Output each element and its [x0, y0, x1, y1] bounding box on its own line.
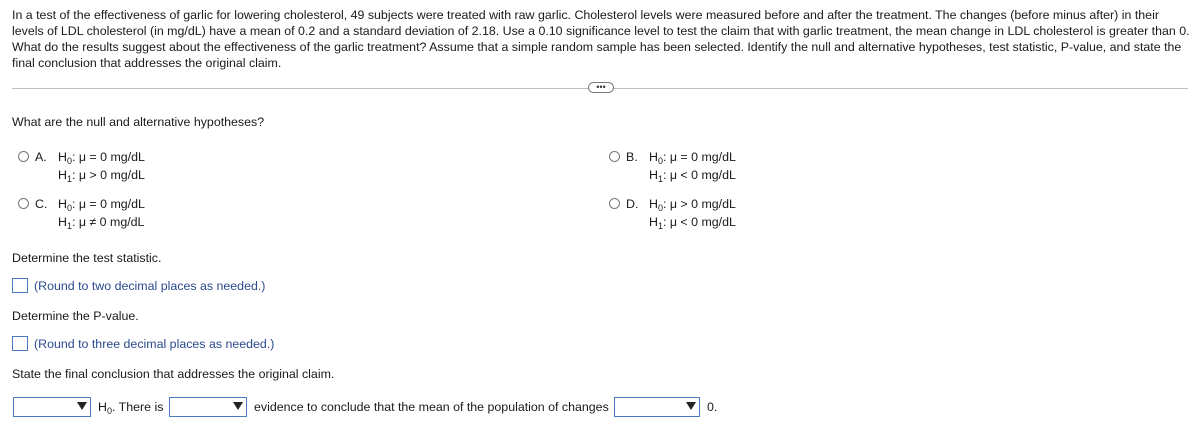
option-c-radio[interactable]: [18, 198, 29, 209]
conclusion-text-2: evidence to conclude that the mean of the population of changes: [254, 400, 609, 414]
test-statistic-question: Determine the test statistic.: [12, 251, 162, 265]
problem-statement: In a test of the effectiveness of garlic for lowering cholesterol, 49 subjects were treated with raw garlic. Cholesterol levels were measured before and after the treatment. The changes (before minus after) in their levels of LDL cholesterol (in mg/dL) have a mean of 0.2 and a standard deviation of 2.18. Use a 0.10 significance level to test the claim that with garlic treatment, the mean change in LDL cholesterol is greater than 0. What do the results suggest about the effectiveness of the garlic treatment? Assume that a simple random sample has been selected. Identify the null and alternative hypotheses, test statistic, P-value, and state the final conclusion that addresses the original claim.: [12, 8, 1190, 70]
option-c-letter: C.: [35, 197, 48, 211]
option-a-hypotheses: $H_0$: μ = 0 mg/dL $H_1$: μ > 0 mg/dL: [58, 150, 145, 184]
option-d-letter: D.: [626, 197, 639, 211]
option-b-hypotheses: $H_0$: μ = 0 mg/dL $H_1$: μ < 0 mg/dL: [649, 150, 736, 184]
option-d-radio[interactable]: [609, 198, 620, 209]
p-value-input[interactable]: [12, 336, 28, 351]
hypotheses-question: What are the null and alternative hypotheses?: [12, 115, 265, 129]
chevron-down-icon: [77, 402, 87, 410]
conclusion-text-3: 0.: [707, 400, 718, 414]
option-a-radio[interactable]: [18, 151, 29, 162]
option-b-radio[interactable]: [609, 151, 620, 162]
conclusion-text-1: $H_0$. There is: [98, 400, 164, 416]
evidence-select[interactable]: [169, 397, 247, 417]
test-statistic-input[interactable]: [12, 278, 28, 293]
conclusion-question: State the final conclusion that addresses the original claim.: [12, 367, 335, 381]
test-statistic-hint: (Round to two decimal places as needed.): [34, 279, 266, 293]
option-b-letter: B.: [626, 150, 638, 164]
chevron-down-icon: [233, 402, 243, 410]
p-value-hint: (Round to three decimal places as needed.): [34, 337, 275, 351]
comparison-select[interactable]: [614, 397, 700, 417]
chevron-down-icon: [686, 402, 696, 410]
option-d-hypotheses: $H_0$: μ > 0 mg/dL $H_1$: μ < 0 mg/dL: [649, 197, 736, 231]
option-a-letter: A.: [35, 150, 47, 164]
reject-decision-select[interactable]: [13, 397, 91, 417]
more-button[interactable]: •••: [588, 82, 614, 93]
p-value-question: Determine the P-value.: [12, 309, 139, 323]
option-c-hypotheses: $H_0$: μ = 0 mg/dL $H_1$: μ ≠ 0 mg/dL: [58, 197, 145, 231]
